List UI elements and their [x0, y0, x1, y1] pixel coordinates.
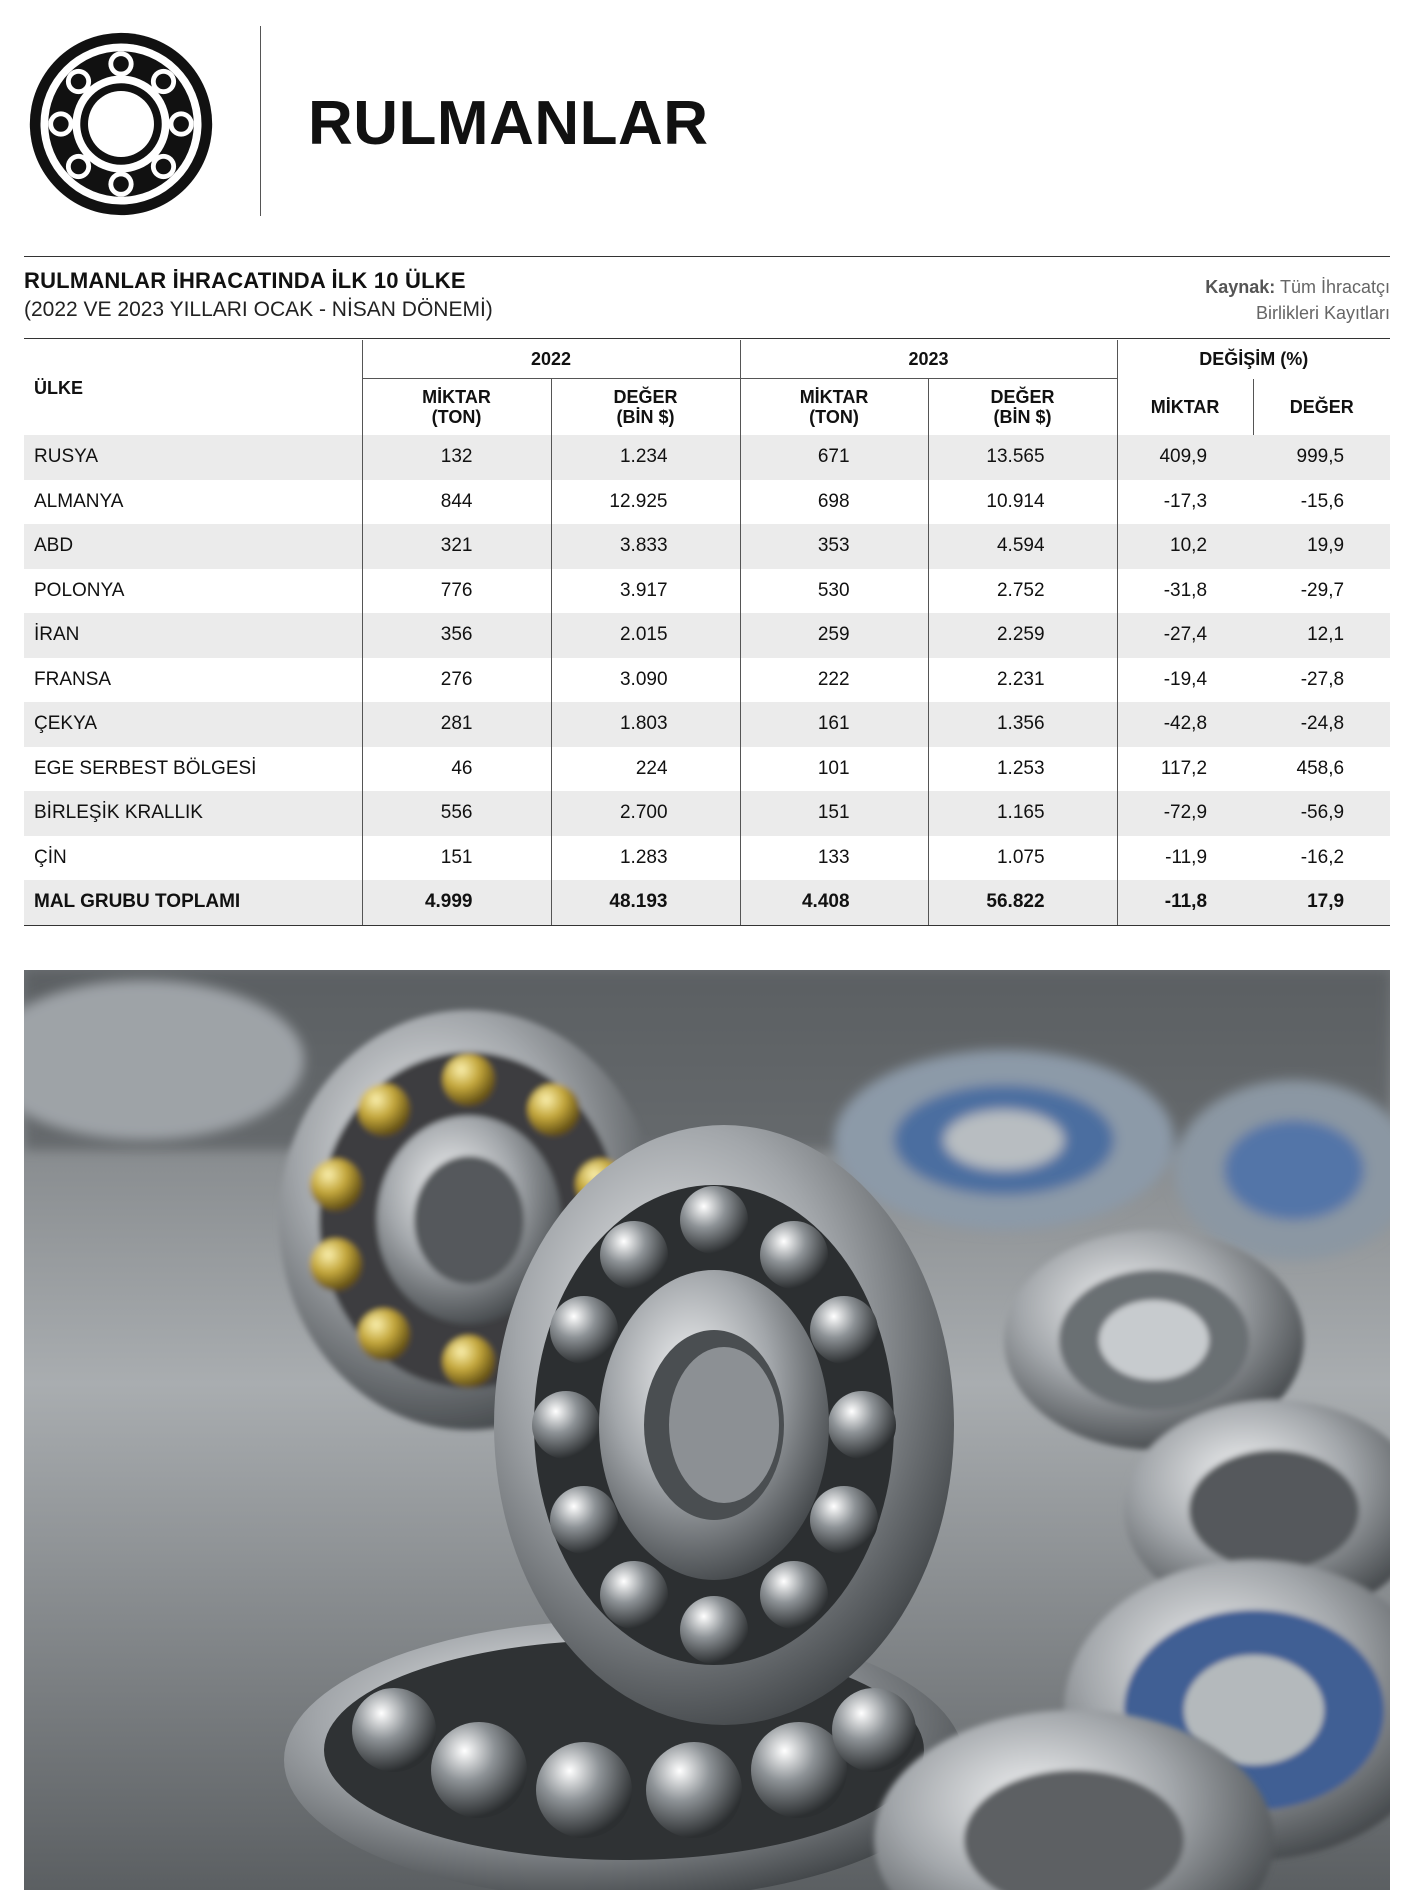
cell-country: ÇİN [24, 836, 362, 881]
cell-change-miktar: 409,9 [1117, 435, 1253, 480]
cell-miktar-2022: 281 [362, 702, 551, 747]
table-title: RULMANLAR İHRACATINDA İLK 10 ÜLKE [24, 268, 466, 293]
table-row [24, 569, 1390, 614]
col-header-miktar-2023: MİKTAR (TON) [740, 379, 928, 436]
cell-deger-2022: 12.925 [551, 480, 740, 525]
cell-miktar-2023: 530 [740, 569, 928, 614]
cell-miktar-2023: 353 [740, 524, 928, 569]
cell-change-miktar: 117,2 [1160, 757, 1208, 779]
cell-country: İRAN [24, 613, 362, 658]
cell-country: FRANSA [24, 658, 362, 703]
cell-deger-2022: 2.700 [551, 791, 740, 836]
cell-change-miktar: -31,8 [1163, 579, 1208, 601]
cell-miktar-2023: 671 [740, 435, 928, 480]
cell-deger-2022: 2.015 [551, 613, 740, 658]
cell-deger-2023: 2.752 [928, 569, 1117, 614]
cell-miktar-2023: 101 [740, 747, 928, 792]
cell-change-deger: 17,9 [1253, 880, 1390, 925]
cell-miktar-2022: 276 [362, 658, 551, 703]
cell-deger-2023: 56.822 [928, 880, 1117, 925]
cell-miktar-2022: 132 [362, 435, 551, 480]
cell-country: MAL GRUBU TOPLAMI [24, 880, 362, 925]
col-header-2022: 2022 [362, 340, 740, 379]
cell-miktar-2023: 222 [740, 658, 928, 703]
cell-country: BİRLEŞİK KRALLIK [24, 791, 362, 836]
cell-deger-2022: 3.917 [551, 569, 740, 614]
header-divider [260, 26, 261, 216]
table-top-rule [24, 338, 1390, 339]
col-header-change: DEĞİŞİM (%) [1199, 348, 1309, 369]
cell-deger-2022: 1.803 [551, 702, 740, 747]
cell-change-miktar: -11,8 [1117, 880, 1253, 925]
cell-miktar-2022: 776 [362, 569, 551, 614]
table-row [24, 791, 1390, 836]
cell-deger-2023: 1.253 [928, 747, 1117, 792]
cell-miktar-2022: 844 [362, 480, 551, 525]
cell-miktar-2023: 259 [740, 613, 928, 658]
cell-deger-2022: 48.193 [551, 880, 740, 925]
source-text-1: Tüm İhracatçı [1279, 277, 1390, 297]
cell-deger-2023: 2.259 [928, 613, 1117, 658]
cell-miktar-2023: 151 [740, 791, 928, 836]
cell-deger-2022: 3.833 [551, 524, 740, 569]
cell-miktar-2023: 161 [740, 702, 928, 747]
col-header-deger-2023: DEĞER (BİN $) [928, 379, 1117, 436]
col-header-2023: 2023 [740, 340, 1117, 379]
cell-change-deger: -27,8 [1300, 668, 1345, 690]
cell-change-miktar: 10,2 [1117, 524, 1253, 569]
cell-miktar-2022: 4.999 [362, 880, 551, 925]
cell-miktar-2022: 321 [362, 524, 551, 569]
cell-change-deger: -15,6 [1300, 490, 1345, 512]
cell-change-deger: 458,6 [1296, 757, 1345, 779]
cell-change-miktar: -11,9 [1165, 846, 1208, 868]
cell-country: RUSYA [24, 435, 362, 480]
cell-deger-2023: 2.231 [928, 658, 1117, 703]
cell-miktar-2023: 698 [740, 480, 928, 525]
page-header [0, 0, 1414, 240]
section-divider [24, 256, 1390, 257]
cell-change-miktar: -17,3 [1163, 490, 1208, 512]
page-title: RULMANLAR [308, 89, 709, 158]
cell-miktar-2022: 556 [362, 791, 551, 836]
col-header-change-miktar: MİKTAR [1117, 379, 1253, 436]
cell-deger-2023: 1.075 [928, 836, 1117, 881]
cell-miktar-2022: 151 [362, 836, 551, 881]
table-subtitle: (2022 VE 2023 YILLARI OCAK - NİSAN DÖNEMİ) [24, 298, 493, 321]
cell-miktar-2022: 356 [362, 613, 551, 658]
cell-change-deger: -56,9 [1253, 791, 1390, 836]
table-total-row [24, 880, 1390, 925]
col-header-country: ÜLKE [24, 340, 362, 435]
cell-country: ABD [24, 524, 362, 569]
table-row [24, 435, 1390, 480]
cell-deger-2022: 3.090 [551, 658, 740, 703]
cell-country: ALMANYA [24, 480, 362, 525]
table-row [24, 480, 1390, 525]
export-table [24, 340, 1390, 926]
cell-change-miktar: -27,4 [1117, 613, 1253, 658]
cell-change-deger: 12,1 [1253, 613, 1390, 658]
table-row [24, 836, 1390, 881]
cell-deger-2023: 13.565 [928, 435, 1117, 480]
table-row [24, 524, 1390, 569]
table-row [24, 613, 1390, 658]
col-header-miktar-2022: MİKTAR (TON) [362, 379, 551, 436]
ball-bearing-icon [24, 27, 218, 221]
cell-change-deger: -16,2 [1300, 846, 1345, 868]
cell-deger-2022: 224 [551, 747, 740, 792]
cell-change-deger: -29,7 [1300, 579, 1345, 601]
cell-miktar-2023: 133 [740, 836, 928, 881]
cell-change-miktar: -42,8 [1117, 702, 1253, 747]
col-header-change-deger: DEĞER [1289, 396, 1354, 417]
cell-deger-2023: 4.594 [928, 524, 1117, 569]
col-header-deger-2022: DEĞER (BİN $) [551, 379, 740, 436]
cell-deger-2022: 1.283 [551, 836, 740, 881]
cell-country: ÇEKYA [24, 702, 362, 747]
table-row [24, 747, 1390, 792]
cell-miktar-2022: 46 [362, 747, 551, 792]
cell-change-deger: 19,9 [1253, 524, 1390, 569]
source-label: Kaynak: [1205, 277, 1276, 297]
cell-change-deger: 999,5 [1253, 435, 1390, 480]
cell-deger-2022: 1.234 [551, 435, 740, 480]
cell-country: EGE SERBEST BÖLGESİ [24, 747, 362, 792]
cell-deger-2023: 1.165 [928, 791, 1117, 836]
cell-deger-2023: 1.356 [928, 702, 1117, 747]
table-row [24, 702, 1390, 747]
cell-deger-2023: 10.914 [928, 480, 1117, 525]
cell-change-miktar: -72,9 [1117, 791, 1253, 836]
table-row [24, 658, 1390, 703]
ball-bearings-photo [24, 970, 1390, 1890]
cell-miktar-2023: 4.408 [740, 880, 928, 925]
source-note [1090, 274, 1390, 326]
cell-change-deger: -24,8 [1253, 702, 1390, 747]
source-text-2: Birlikleri Kayıtları [1255, 303, 1390, 323]
cell-country: POLONYA [24, 569, 362, 614]
cell-change-miktar: -19,4 [1163, 668, 1208, 690]
